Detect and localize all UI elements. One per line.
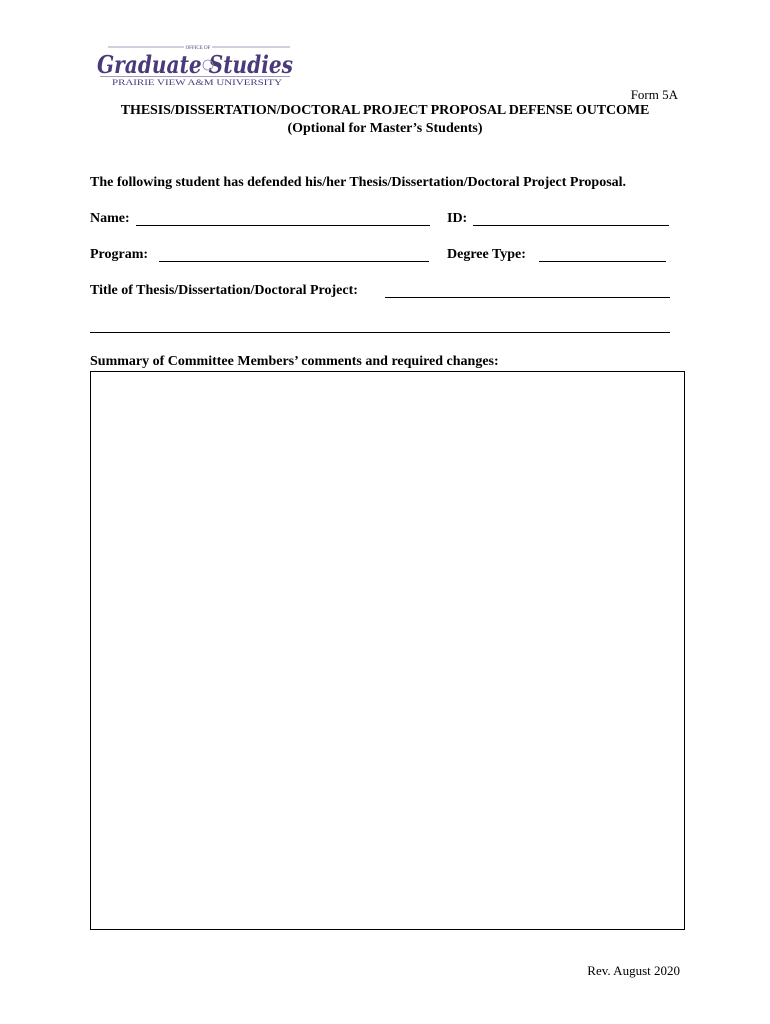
project-title-label: Title of Thesis/Dissertation/Doctoral Project: [90,283,358,298]
form-subtitle: (Optional for Master’s Students) [287,121,483,136]
logo-office-text: OFFICE OF [185,46,211,51]
logo-university-text: PRAIRIE VIEW A&M UNIVERSITY [112,77,282,87]
project-title-field[interactable] [385,297,670,298]
graduate-studies-logo [94,42,296,88]
form-title: THESIS/DISSERTATION/DOCTORAL PROJECT PROPOSAL DEFENSE OUTCOME [120,103,650,118]
project-title-field-line-2[interactable] [90,332,670,333]
intro-statement: The following student has defended his/her Thesis/Dissertation/Doctoral Project Proposal. [90,175,627,190]
degree-type-label: Degree Type: [447,247,526,262]
degree-type-field[interactable] [539,261,666,262]
id-field[interactable] [473,225,669,226]
form-number: Form 5A [630,87,678,102]
summary-label: Summary of Committee Members’ comments and required changes: [90,354,499,369]
program-label: Program: [90,247,149,262]
program-field[interactable] [159,261,429,262]
id-label: ID: [447,211,468,226]
committee-comments-box[interactable] [90,371,685,930]
name-field[interactable] [136,225,430,226]
logo-main-text: Graduate Studies [97,50,294,79]
name-label: Name: [90,211,130,226]
revision-date: Rev. August 2020 [587,963,680,978]
